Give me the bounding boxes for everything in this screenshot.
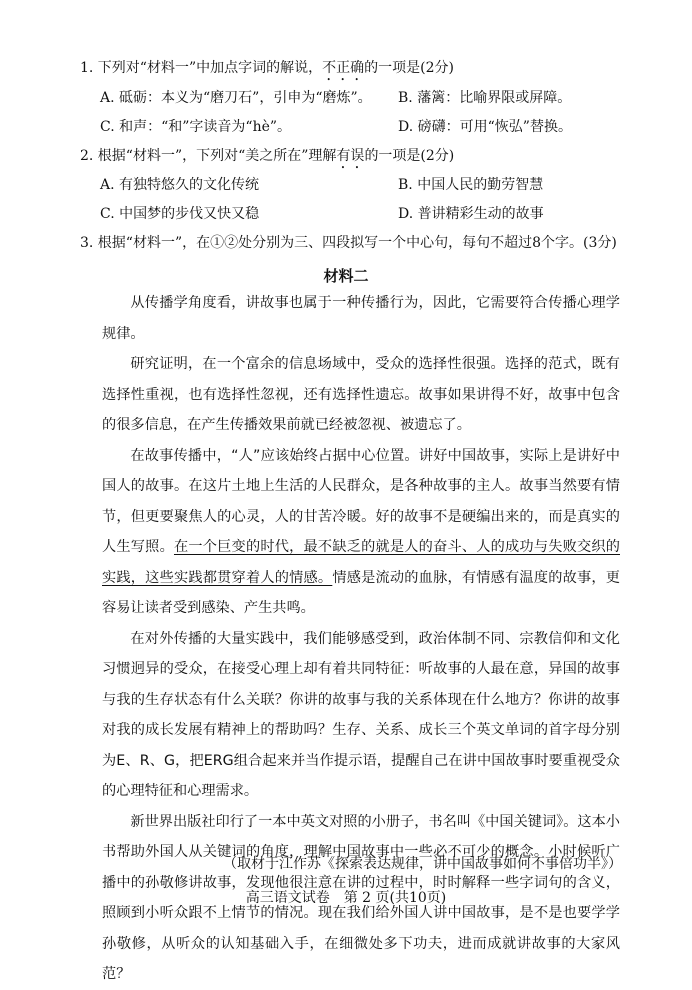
material-2-body xyxy=(102,288,620,990)
question-1-option-b: B. 藩篱：比喻界限或屏障。 xyxy=(398,90,572,106)
question-1-option-a: A. 砥砺：本义为“磨刀石”，引申为“磨炼”。 xyxy=(100,90,372,106)
paragraph-3-after: 情感是流动的血脉，有情感有温度的故事，更容易让读者受到感染、产生共鸣。 xyxy=(102,569,620,616)
underlined-sentence: 在一个巨变的时代，最不缺乏的就是人的奋斗、人的成功与失败交织的实践，这些实践都贯穿着人的情感。 xyxy=(102,539,620,586)
question-3-stem: 3. 根据“材料一”，在①②处分别为三、四段拟写一个中心句，每句不超过8个字。(3分) xyxy=(80,235,617,251)
question-2-emphasis: 有误 xyxy=(336,148,365,164)
paragraph-5: 新世界出版社印行了一本中英文对照的小册子，书名叫《中国关键词》。这本小书帮助外国人从关键词的角度，理解中国故事中一些必不可少的概念。小时候听广播中的孙敬修讲故事，发现他很注意在讲的过程中，时时解释一些字词句的含义，照顾到小听众跟不上情节的情况。现在我们给外国人讲中国故事，是不是也要学学孙敬修，从听众的认知基础入手，在细微处多下功夫，进而成就讲故事的大家风范？ xyxy=(102,813,620,982)
question-2-post: 的一项是(2分) xyxy=(364,148,455,164)
source-citation: （取材于江作苏《探索表达规律，讲中国故事如何不事倍功半》） xyxy=(223,856,622,872)
material-2-title: 材料二 xyxy=(323,267,369,285)
question-1-post: 的一项是(2分) xyxy=(364,60,454,76)
question-2-pre: 2. 根据“材料一”，下列对“美之所在”理解 xyxy=(80,148,337,164)
paragraph-3 xyxy=(102,441,620,624)
question-1-stem xyxy=(80,58,454,84)
question-1-option-d: D. 磅礴：可用“恢弘”替换。 xyxy=(398,119,572,135)
paragraph-2: 研究证明，在一个富余的信息场域中，受众的选择性很强。选择的范式，既有选择性重视，也有选择性忽视，还有选择性遗忘。故事如果讲得不好，故事中包含的很多信息，在产生传播效果前就已经被忽视、被遗忘了。 xyxy=(102,356,620,433)
question-2-option-b: B. 中国人民的勤劳智慧 xyxy=(398,177,544,193)
question-2-option-a: A. 有独特悠久的文化传统 xyxy=(100,177,260,193)
paragraph-3-before: 在故事传播中，“人”应该始终占据中心位置。讲好中国故事，实际上是讲好中国人的故事。在这片土地上生活的人民群众，是各种故事的主人。故事当然要有情节，但更要聚焦人的心灵，人的甘苦冷暖。好的故事不是硬编出来的，而是真实的人生写照。 xyxy=(102,447,620,555)
question-2-option-d: D. 普讲精彩生动的故事 xyxy=(398,206,544,222)
question-2-stem xyxy=(80,146,454,172)
paragraph-1: 从传播学角度看，讲故事也属于一种传播行为，因此，它需要符合传播心理学规律。 xyxy=(102,295,620,342)
question-1-pre: 1. 下列对“材料一”中加点字词的解说， xyxy=(80,60,323,76)
question-2-option-c: C. 中国梦的步伐又快又稳 xyxy=(100,206,260,222)
paragraph-4: 在对外传播的大量实践中，我们能够感受到，政治体制不同、宗教信仰和文化习惯迥异的受众，在接受心理上却有着共同特征：听故事的人最在意，异国的故事与我的生存状态有什么关联？你讲的故事与我的关系体现在什么地方？你讲的故事对我的成长发展有精神上的帮助吗？生存、关系、成长三个英文单词的首字母分别为E、R、G，把ERG组合起来并当作提示语，提醒自己在讲中国故事时要重视受众的心理特征和心理需求。 xyxy=(102,630,620,799)
question-1-emphasis: 不正确 xyxy=(322,60,365,76)
question-1-option-c: C. 和声：“和”字读音为“hè”。 xyxy=(100,119,292,135)
page-footer: 高三语文试卷 第 2 页(共10页) xyxy=(245,890,447,906)
